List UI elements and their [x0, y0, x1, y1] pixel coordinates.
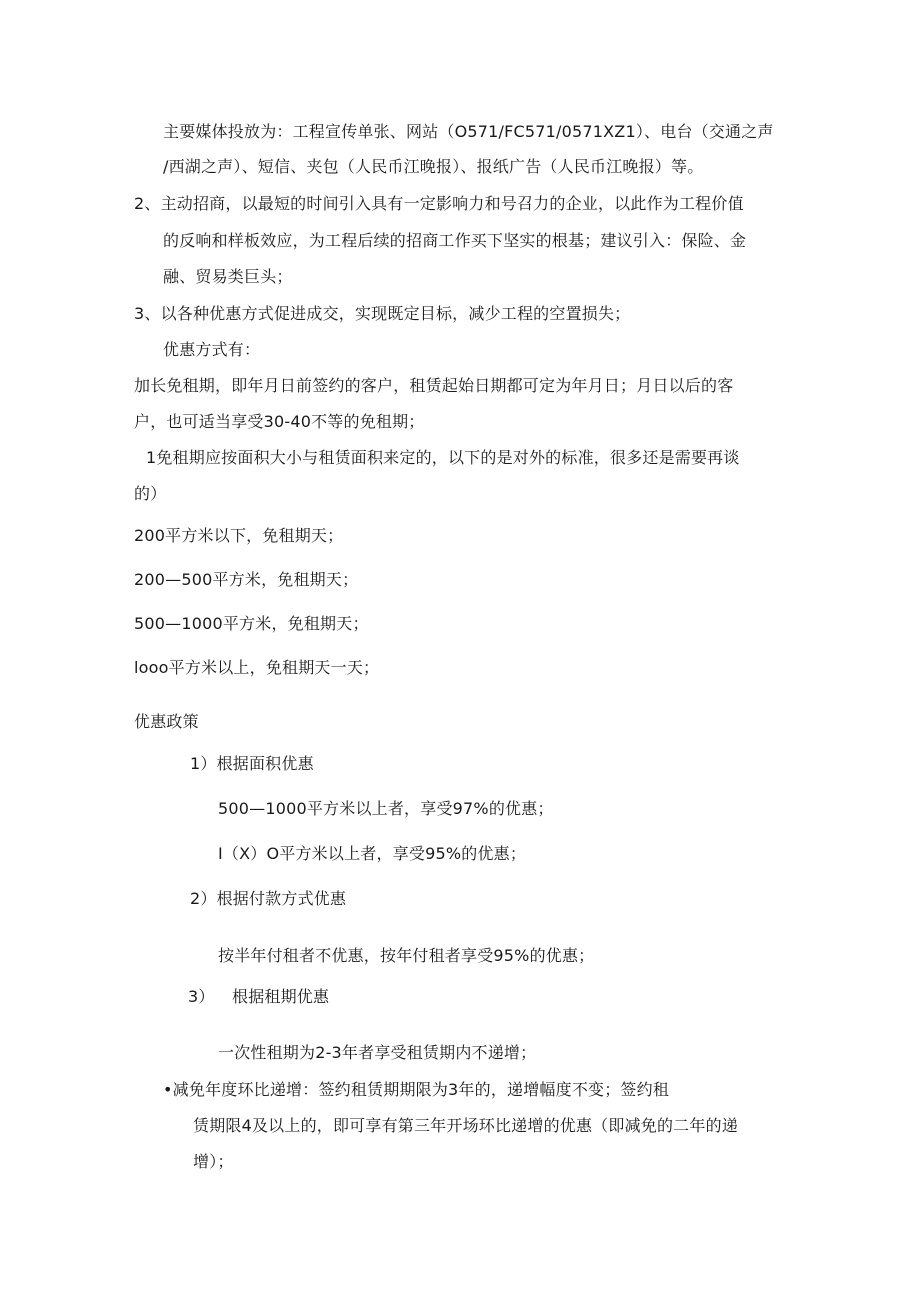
item-2-line-1: 2、主动招商，以最短的时间引入具有一定影响力和号召力的企业，以此作为工程价值 — [134, 194, 744, 213]
policy-3-item: 一次性租期为2-3年者享受租赁期内不递增； — [218, 1043, 537, 1062]
item-2-line-3: 融、贸易类巨头； — [163, 267, 293, 286]
bullet-line-3: 增）； — [193, 1152, 234, 1171]
policy-1-item-2: I（X）O平方米以上者，享受95%的优惠； — [218, 844, 527, 863]
rent-free-line-1: 加长免租期，即年月日前签约的客户，租赁起始日期都可定为年月日；月日以后的客 — [134, 376, 734, 395]
bullet-line-2: 赁期限4及以上的，即可享有第三年开场环比递增的优惠（即减免的二年的递 — [193, 1116, 738, 1135]
policy-heading: 优惠政策 — [134, 712, 199, 731]
media-line-1: 主要媒体投放为：工程宣传单张、网站（O571/FC571/0571XZ1）、电台（交通之声 — [163, 122, 774, 141]
media-line-2: /西湖之声）、短信、夹包（人民币江晚报）、报纸广告（人民币江晚报）等。 — [163, 157, 704, 176]
area-tier-2: 200—500平方米，免租期天； — [134, 570, 359, 589]
note-line-2: 的） — [134, 484, 167, 503]
policy-3-number: 3） — [188, 987, 215, 1006]
note-line-1: 1免租期应按面积大小与租赁面积来定的，以下的是对外的标准，很多还是需要再谈 — [146, 448, 740, 467]
discount-methods-heading: 优惠方式有： — [163, 340, 261, 359]
area-tier-4: looo平方米以上，免租期天一天； — [134, 658, 380, 677]
policy-1-heading: 1）根据面积优惠 — [190, 754, 314, 773]
item-2-line-2: 的反响和样板效应，为工程后续的招商工作买下坚实的根基；建议引入：保险、金 — [163, 231, 747, 250]
area-tier-3: 500—1000平方米，免租期天； — [134, 614, 369, 633]
rent-free-line-2: 户，也可适当享受30-40不等的免租期； — [134, 412, 425, 431]
policy-2-heading: 2）根据付款方式优惠 — [190, 889, 347, 908]
policy-2-item: 按半年付租者不优惠，按年付租者享受95%的优惠； — [218, 946, 595, 965]
policy-1-item-1: 500—1000平方米以上者，享受97%的优惠； — [218, 799, 554, 818]
policy-3-heading: 根据租期优惠 — [232, 987, 330, 1006]
area-tier-1: 200平方米以下，免租期天； — [134, 526, 344, 545]
bullet-line-1: •减免年度环比递增：签约租赁期期限为3年的，递增幅度不变；签约租 — [163, 1080, 670, 1099]
item-3-line: 3、以各种优惠方式促进成交，实现既定目标，减少工程的空置损失； — [134, 304, 631, 323]
